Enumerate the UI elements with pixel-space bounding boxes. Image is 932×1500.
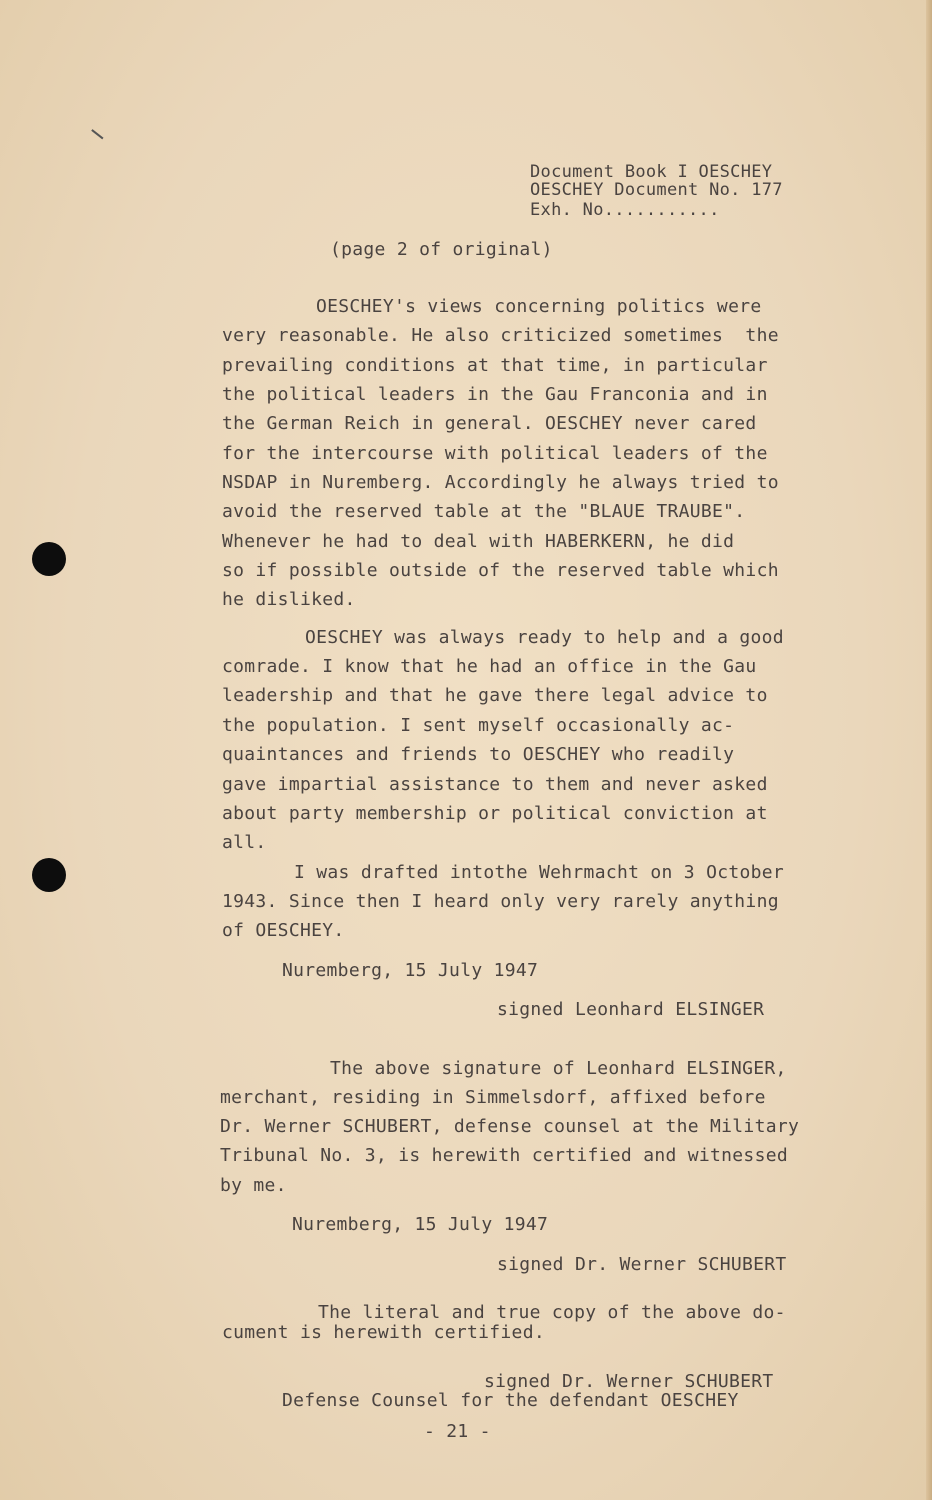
text-line: the population. I sent myself occasionally ac-: [222, 715, 735, 736]
text-line: Whenever he had to deal with HABERKERN, he did: [222, 531, 735, 552]
text-line: quaintances and friends to OESCHEY who readily: [222, 744, 735, 765]
place-date-2: Nuremberg, 15 July 1947: [292, 1214, 549, 1235]
page-note: (page 2 of original): [330, 239, 553, 260]
text-line: merchant, residing in Simmelsdorf, affixed before: [220, 1087, 766, 1108]
text-line: he disliked.: [222, 589, 356, 610]
text-line: cument is herewith certified.: [222, 1322, 545, 1343]
text-line: The literal and true copy of the above do-: [318, 1302, 786, 1323]
text-line: very reasonable. He also criticized sometimes the: [222, 325, 779, 346]
text-line: NSDAP in Nuremberg. Accordingly he always tried to: [222, 472, 779, 493]
signature-elsinger: signed Leonhard ELSINGER: [497, 999, 765, 1020]
text-line: I was drafted intothe Wehrmacht on 3 October: [294, 862, 785, 883]
signature-schubert: signed Dr. Werner SCHUBERT: [497, 1254, 787, 1275]
text-line: so if possible outside of the reserved table which: [222, 560, 779, 581]
punch-hole-bottom: [32, 858, 66, 892]
text-line: Tribunal No. 3, is herewith certified and witnessed: [220, 1145, 788, 1166]
page-edge-shadow: [926, 0, 932, 1500]
text-line: Dr. Werner SCHUBERT, defense counsel at the Military: [220, 1116, 800, 1137]
text-line: comrade. I know that he had an office in the Gau: [222, 656, 757, 677]
place-date-1: Nuremberg, 15 July 1947: [282, 960, 539, 981]
text-line: of OESCHEY.: [222, 920, 345, 941]
doc-book-label: Document Book I OESCHEY: [530, 162, 773, 182]
pen-mark: [92, 129, 104, 139]
text-line: the German Reich in general. OESCHEY never cared: [222, 413, 757, 434]
text-line: the political leaders in the Gau Franconia and in: [222, 384, 768, 405]
exhibit-number-label: Exh. No...........: [530, 200, 720, 220]
text-line: OESCHEY's views concerning politics were: [316, 296, 762, 317]
text-line: OESCHEY was always ready to help and a good: [305, 627, 784, 648]
signature-schubert-final: signed Dr. Werner SCHUBERT: [484, 1371, 774, 1392]
punch-hole-top: [32, 542, 66, 576]
text-line: leadership and that he gave there legal advice to: [222, 685, 768, 706]
text-line: avoid the reserved table at the "BLAUE TRAUBE".: [222, 501, 746, 522]
text-line: for the intercourse with political leaders of the: [222, 443, 768, 464]
text-line: about party membership or political conviction at: [222, 803, 768, 824]
text-line: by me.: [220, 1175, 287, 1196]
text-line: prevailing conditions at that time, in particular: [222, 355, 768, 376]
text-line: 1943. Since then I heard only very rarely anything: [222, 891, 779, 912]
text-line: gave impartial assistance to them and never asked: [222, 774, 768, 795]
page-number: - 21 -: [424, 1421, 491, 1442]
text-line: The above signature of Leonhard ELSINGER,: [330, 1058, 787, 1079]
text-line: all.: [222, 832, 267, 853]
signature-title: Defense Counsel for the defendant OESCHEY: [282, 1390, 739, 1411]
doc-number-label: OESCHEY Document No. 177: [530, 180, 783, 200]
